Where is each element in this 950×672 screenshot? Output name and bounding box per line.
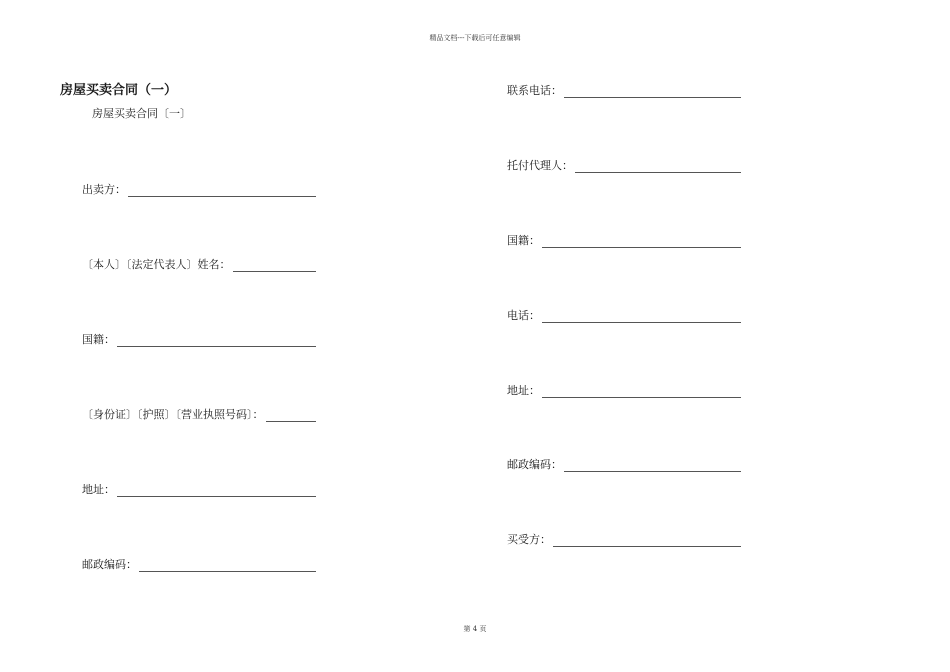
agent-label: 托付代理人： [507,159,573,172]
seller-id-label: 〔身份证〕〔护照〕〔营业执照号码〕： [82,408,264,421]
page-header: 精品文档---下载后可任意编辑 [429,34,521,42]
contact-phone-blank-line [564,87,741,98]
seller-label: 出卖方： [82,183,126,196]
seller-name-field [82,256,316,272]
document-subtitle: 房屋买卖合同〔一〕 [92,107,191,120]
agent-nationality-label: 国籍： [507,234,540,247]
seller-nationality-label: 国籍： [82,333,115,346]
page-number: 第 4 页 [463,625,487,633]
seller-postcode-field [82,556,316,572]
agent-postcode-blank-line [564,461,741,472]
agent-phone-field [507,307,741,323]
seller-nationality-field [82,331,316,347]
buyer-field [507,531,741,547]
contact-phone-field [507,82,741,98]
agent-postcode-field [507,456,741,472]
seller-postcode-blank-line [139,561,316,572]
agent-blank-line [575,162,741,173]
agent-field [507,157,741,173]
agent-nationality-field [507,232,741,248]
seller-field [82,181,316,197]
agent-address-label: 地址： [507,384,540,397]
seller-address-label: 地址： [82,483,115,496]
seller-blank-line [128,186,316,197]
seller-postcode-label: 邮政编码： [82,558,137,571]
seller-address-field [82,481,316,497]
agent-address-blank-line [542,387,741,398]
agent-postcode-label: 邮政编码： [507,458,562,471]
agent-phone-blank-line [542,312,741,323]
agent-nationality-blank-line [542,237,741,248]
seller-address-blank-line [117,486,316,497]
buyer-blank-line [553,536,741,547]
seller-id-blank-line [266,411,317,422]
document-title: 房屋买卖合同（一） [60,83,178,98]
agent-phone-label: 电话： [507,309,540,322]
seller-name-blank-line [233,261,317,272]
buyer-label: 买受方： [507,533,551,546]
seller-nationality-blank-line [117,336,316,347]
seller-id-field [82,406,316,422]
agent-address-field [507,382,741,398]
contact-phone-label: 联系电话： [507,84,562,97]
seller-name-label: 〔本人〕〔法定代表人〕姓名： [82,258,231,271]
